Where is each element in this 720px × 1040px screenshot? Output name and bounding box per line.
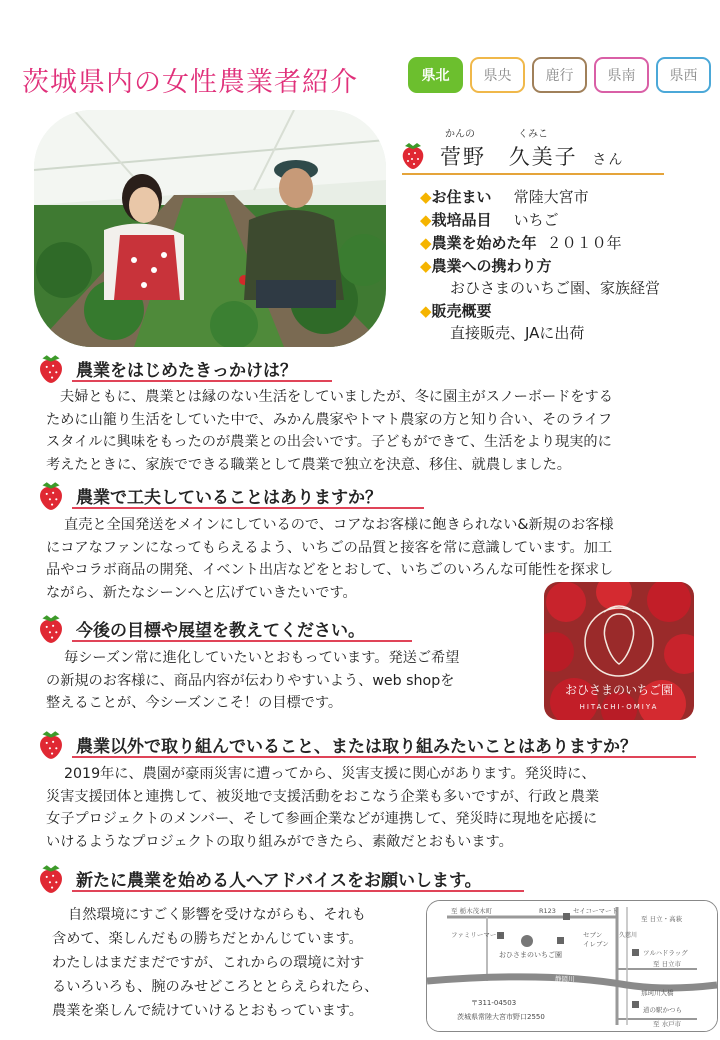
map-label: R123: [539, 907, 556, 915]
furigana-given: くみこ: [518, 129, 548, 140]
body-line: 品やコラボ商品の開発、イベント出店などをとおして、いちごのいろんな可能性を探求し: [46, 562, 614, 578]
body-line: 直売と全国発送をメインにしているので、コアなお客様に飽きられない&新規のお客様: [64, 517, 614, 533]
logo-text: おひさまのいちご園: [564, 683, 674, 697]
map-label: 那珂川大橋: [641, 989, 674, 997]
map-label: 〒311-04503: [471, 999, 517, 1007]
body-line: ために山籠り生活をしていた中で、みかん農家やトマト農家の方と知り合い、そのライフ: [46, 411, 613, 428]
section-title: 新たに農業を始める人へアドバイスをお願いします。: [76, 870, 482, 891]
furigana-family: かんの: [445, 129, 475, 140]
section-body: [46, 514, 614, 604]
body-line: の新規のお客様に、商品内容が伝わりやすいよう、web shopを: [46, 672, 455, 689]
heading-underline: [72, 756, 696, 758]
diamond-icon: ◆: [420, 302, 432, 320]
map-label: 至 日立・高萩: [641, 915, 683, 923]
body-line: 夫婦ともに、農業とは縁のない生活をしていましたが、冬に園主がスノーボードをする: [60, 389, 613, 405]
farmer-photo: [34, 110, 386, 347]
map-label: イレブン: [583, 940, 609, 948]
map-label: セイコーマート: [573, 907, 619, 915]
crop-value: いちご: [513, 211, 559, 229]
tab-kennan[interactable]: 県南: [594, 57, 649, 93]
section-title: 今後の目標や展望を教えてください。: [76, 620, 365, 641]
diamond-icon: ◆: [420, 257, 432, 275]
section-heading: [36, 614, 365, 642]
section-heading: [36, 481, 382, 509]
sales-value: 直接販売、JAに出荷: [450, 324, 585, 342]
section-body: [46, 647, 459, 715]
body-line: 毎シーズン常に進化していたいとおもっています。発送ご希望: [64, 650, 460, 666]
map-label: 道の駅かつら: [643, 1006, 682, 1014]
access-map: [426, 900, 718, 1032]
name-underline: [402, 173, 664, 175]
given-name: 久美子: [508, 145, 578, 169]
store-marker: [632, 949, 639, 956]
map-label: ファミリーマート: [451, 931, 503, 939]
tab-kenou[interactable]: 県央: [470, 57, 525, 93]
section-body: [46, 386, 613, 476]
body-line: 含めて、楽しんだもの勝ちだとかんじています。: [52, 931, 363, 947]
strawberry-logo-photo: [544, 582, 694, 720]
section-title: 農業以外で取り組んでいること、または取り組みたいことはありますか？: [76, 736, 637, 757]
involvement-row: [420, 255, 552, 276]
start-value: ２０１０年: [546, 234, 622, 252]
diamond-icon: ◆: [420, 211, 432, 229]
body-line: 災害支援団体と連携して、被災地で支援活動をおこなう企業も多いですが、行政と農業: [46, 788, 600, 805]
body-line: るいろいろも、腕のみせどころととらえられたら、: [52, 979, 379, 995]
section-heading: [36, 864, 482, 892]
body-line: 女子プロジェクトのメンバー、そして参画企業などが連携して、発災時に現地を応援に: [46, 811, 598, 827]
map-label: 茨城県常陸大宮市野口2550: [457, 1013, 545, 1021]
start-label: 農業を始めた年: [431, 234, 537, 252]
section-heading: [36, 354, 297, 382]
farmer-name: [440, 141, 624, 171]
map-label: 久慈川: [619, 932, 638, 939]
crop-row: [420, 209, 559, 230]
map-label: 至 日立市: [653, 960, 682, 968]
strawberry-icon: [400, 140, 426, 174]
body-line: 整えることが、今シーズンこそ！の目標です。: [46, 695, 343, 711]
residence-value: 常陸大宮市: [513, 188, 589, 206]
strawberry-icon: [36, 612, 66, 644]
map-label: 静岡川: [555, 975, 575, 983]
body-line: 自然環境にすごく影響を受けながらも、それも: [68, 907, 366, 923]
body-line: ながら、新たなシーンへと広げていきたいです。: [46, 584, 357, 601]
section-heading: [36, 730, 637, 758]
map-label: 至 栃木茂木町: [451, 907, 493, 915]
map-label: おひさまのいちご園: [499, 951, 562, 959]
store-marker: [557, 937, 564, 944]
body-line: わたしはまだまだですが、これからの環境に対す: [52, 955, 365, 971]
section-title: 農業をはじめたきっかけは？: [76, 360, 297, 381]
store-marker: [563, 913, 570, 920]
diamond-icon: ◆: [420, 188, 432, 206]
section-body: [52, 903, 378, 1023]
body-line: スタイルに興味をもったのが農業との出会いです。子どもができて、生活をより現実的に: [46, 434, 612, 450]
heading-underline: [72, 507, 424, 509]
section-title: 農業で工夫していることはありますか？: [76, 487, 382, 508]
body-line: にコアなファンになってもらえるよう、いちごの品質と接客を常に意識しています。加工: [46, 539, 613, 556]
residence-label: お住まい: [431, 188, 492, 206]
map-label: 至 水戸市: [653, 1020, 682, 1028]
strawberry-icon: [36, 479, 66, 511]
strawberry-icon: [36, 352, 66, 384]
sales-label: 販売概要: [431, 302, 492, 320]
tab-rokko[interactable]: 鹿行: [532, 57, 587, 93]
involvement-label: 農業への携わり方: [431, 257, 552, 275]
body-line: 農業を楽しんで続けていけるとおもっています。: [52, 1003, 363, 1019]
heading-underline: [72, 890, 524, 892]
tab-kenpoku[interactable]: 県北: [408, 57, 463, 93]
page-title: 茨城県内の女性農業者紹介: [22, 67, 358, 98]
involvement-value: おひさまのいちご園、家族経営: [450, 279, 661, 297]
body-line: 考えたときに、家族でできる職業として農業で独立を決意、移住、就農しました。: [46, 456, 571, 473]
residence-row: [420, 186, 589, 207]
section-body: [46, 763, 599, 853]
map-label: ツルハドラッグ: [643, 949, 688, 957]
crop-label: 栽培品目: [431, 211, 492, 229]
heading-underline: [72, 640, 412, 642]
strawberry-icon: [36, 728, 66, 760]
tab-kensei[interactable]: 県西: [656, 57, 711, 93]
farm-marker: [521, 935, 533, 947]
heading-underline: [72, 380, 332, 382]
honorific: さん: [592, 152, 625, 168]
start-row: [420, 232, 622, 253]
body-line: 2019年に、農園が豪雨災害に遭ってから、災害支援に関心があります。発災時に、: [64, 766, 596, 782]
family-name: 菅野: [440, 145, 486, 169]
body-line: いけるようなプロジェクトの取り組みができたら、素敵だとおもいます。: [46, 833, 513, 850]
diamond-icon: ◆: [420, 234, 432, 252]
store-marker: [632, 1001, 639, 1008]
strawberry-icon: [36, 862, 66, 894]
sales-row: [420, 300, 492, 321]
logo-subtext: HITACHI-OMIYA: [579, 703, 659, 711]
map-label: セブン: [583, 931, 603, 939]
